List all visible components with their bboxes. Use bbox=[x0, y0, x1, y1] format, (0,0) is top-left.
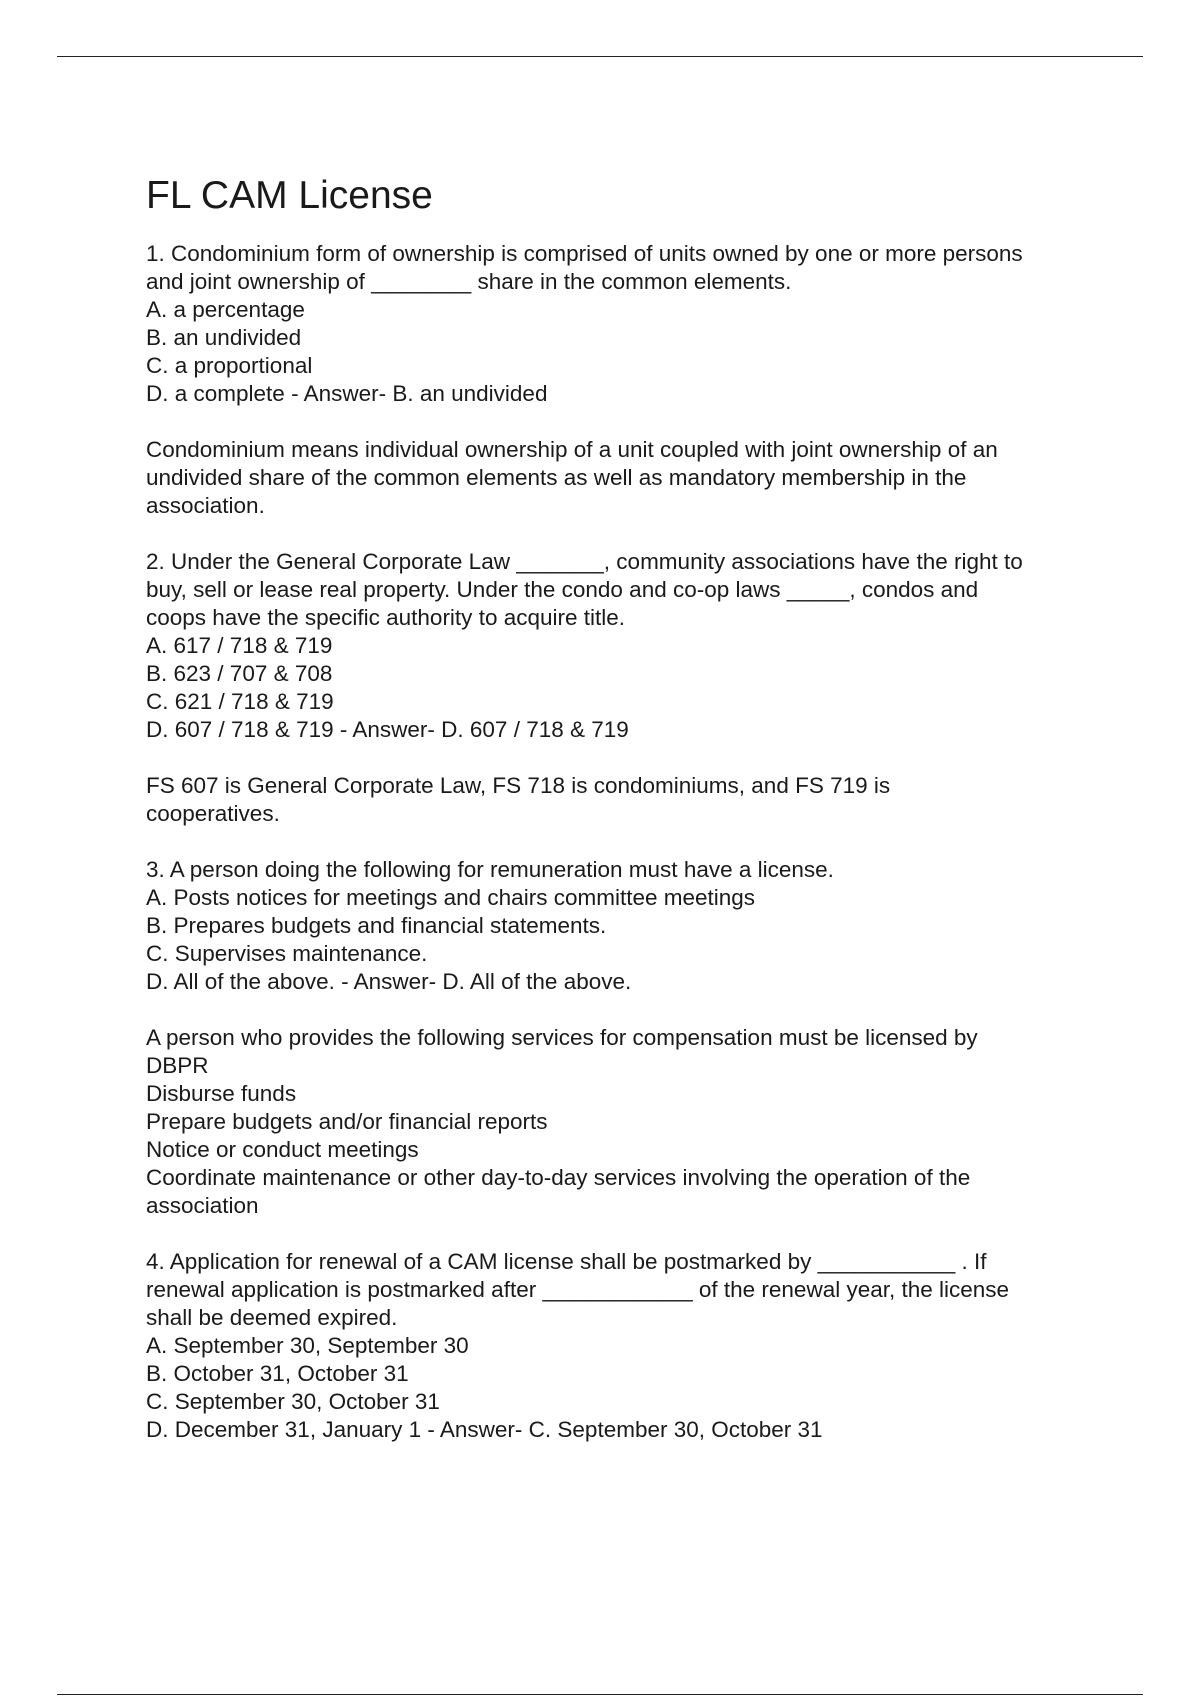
explanation-line: Condominium means individual ownership of a unit coupled with joint ownership of an bbox=[146, 437, 998, 462]
explanation-3 bbox=[146, 1024, 1106, 1220]
top-rule bbox=[57, 56, 1143, 57]
explanation-line: association bbox=[146, 1193, 259, 1218]
question-line: shall be deemed expired. bbox=[146, 1305, 398, 1330]
explanation-1 bbox=[146, 436, 1106, 520]
question-3 bbox=[146, 856, 1106, 996]
answer-line: D. All of the above. - Answer- D. All of the above. bbox=[146, 969, 632, 994]
option-line: B. an undivided bbox=[146, 325, 302, 350]
explanation-line: Prepare budgets and/or financial reports bbox=[146, 1109, 548, 1134]
explanation-line: association. bbox=[146, 493, 265, 518]
explanation-line: A person who provides the following services for compensation must be licensed by bbox=[146, 1025, 978, 1050]
explanation-2 bbox=[146, 772, 1106, 828]
explanation-line: cooperatives. bbox=[146, 801, 280, 826]
question-line: renewal application is postmarked after ____________ of the renewal year, the license bbox=[146, 1277, 1010, 1302]
explanation-line: Notice or conduct meetings bbox=[146, 1137, 419, 1162]
question-4 bbox=[146, 1248, 1106, 1444]
question-line: 3. A person doing the following for remuneration must have a license. bbox=[146, 857, 834, 882]
bottom-rule bbox=[57, 1694, 1143, 1695]
question-line: 4. Application for renewal of a CAM license shall be postmarked by ___________ . If bbox=[146, 1249, 987, 1274]
explanation-line: Coordinate maintenance or other day-to-day services involving the operation of the bbox=[146, 1165, 971, 1190]
option-line: A. Posts notices for meetings and chairs committee meetings bbox=[146, 885, 756, 910]
question-line: 1. Condominium form of ownership is comprised of units owned by one or more persons bbox=[146, 241, 1023, 266]
question-line: buy, sell or lease real property. Under the condo and co-op laws _____, condos and bbox=[146, 577, 979, 602]
question-line: and joint ownership of ________ share in the common elements. bbox=[146, 269, 792, 294]
option-line: B. 623 / 707 & 708 bbox=[146, 661, 333, 686]
option-line: C. 621 / 718 & 719 bbox=[146, 689, 334, 714]
option-line: C. Supervises maintenance. bbox=[146, 941, 428, 966]
document-body bbox=[146, 170, 1106, 1472]
question-line: coops have the specific authority to acquire title. bbox=[146, 605, 626, 630]
option-line: C. September 30, October 31 bbox=[146, 1389, 440, 1414]
question-1 bbox=[146, 240, 1106, 408]
explanation-line: FS 607 is General Corporate Law, FS 718 is condominiums, and FS 719 is bbox=[146, 773, 891, 798]
document-title: FL CAM License bbox=[146, 174, 433, 217]
option-line: A. 617 / 718 & 719 bbox=[146, 633, 333, 658]
answer-line: D. 607 / 718 & 719 - Answer- D. 607 / 718 & 719 bbox=[146, 717, 629, 742]
question-2 bbox=[146, 548, 1106, 744]
answer-line: D. December 31, January 1 - Answer- C. September 30, October 31 bbox=[146, 1417, 823, 1442]
explanation-line: DBPR bbox=[146, 1053, 209, 1078]
explanation-line: Disburse funds bbox=[146, 1081, 297, 1106]
option-line: A. a percentage bbox=[146, 297, 305, 322]
question-line: 2. Under the General Corporate Law _______, community associations have the right to bbox=[146, 549, 1023, 574]
option-line: B. Prepares budgets and financial statements. bbox=[146, 913, 607, 938]
option-line: C. a proportional bbox=[146, 353, 313, 378]
answer-line: D. a complete - Answer- B. an undivided bbox=[146, 381, 548, 406]
option-line: B. October 31, October 31 bbox=[146, 1361, 409, 1386]
option-line: A. September 30, September 30 bbox=[146, 1333, 469, 1358]
explanation-line: undivided share of the common elements as well as mandatory membership in the bbox=[146, 465, 967, 490]
